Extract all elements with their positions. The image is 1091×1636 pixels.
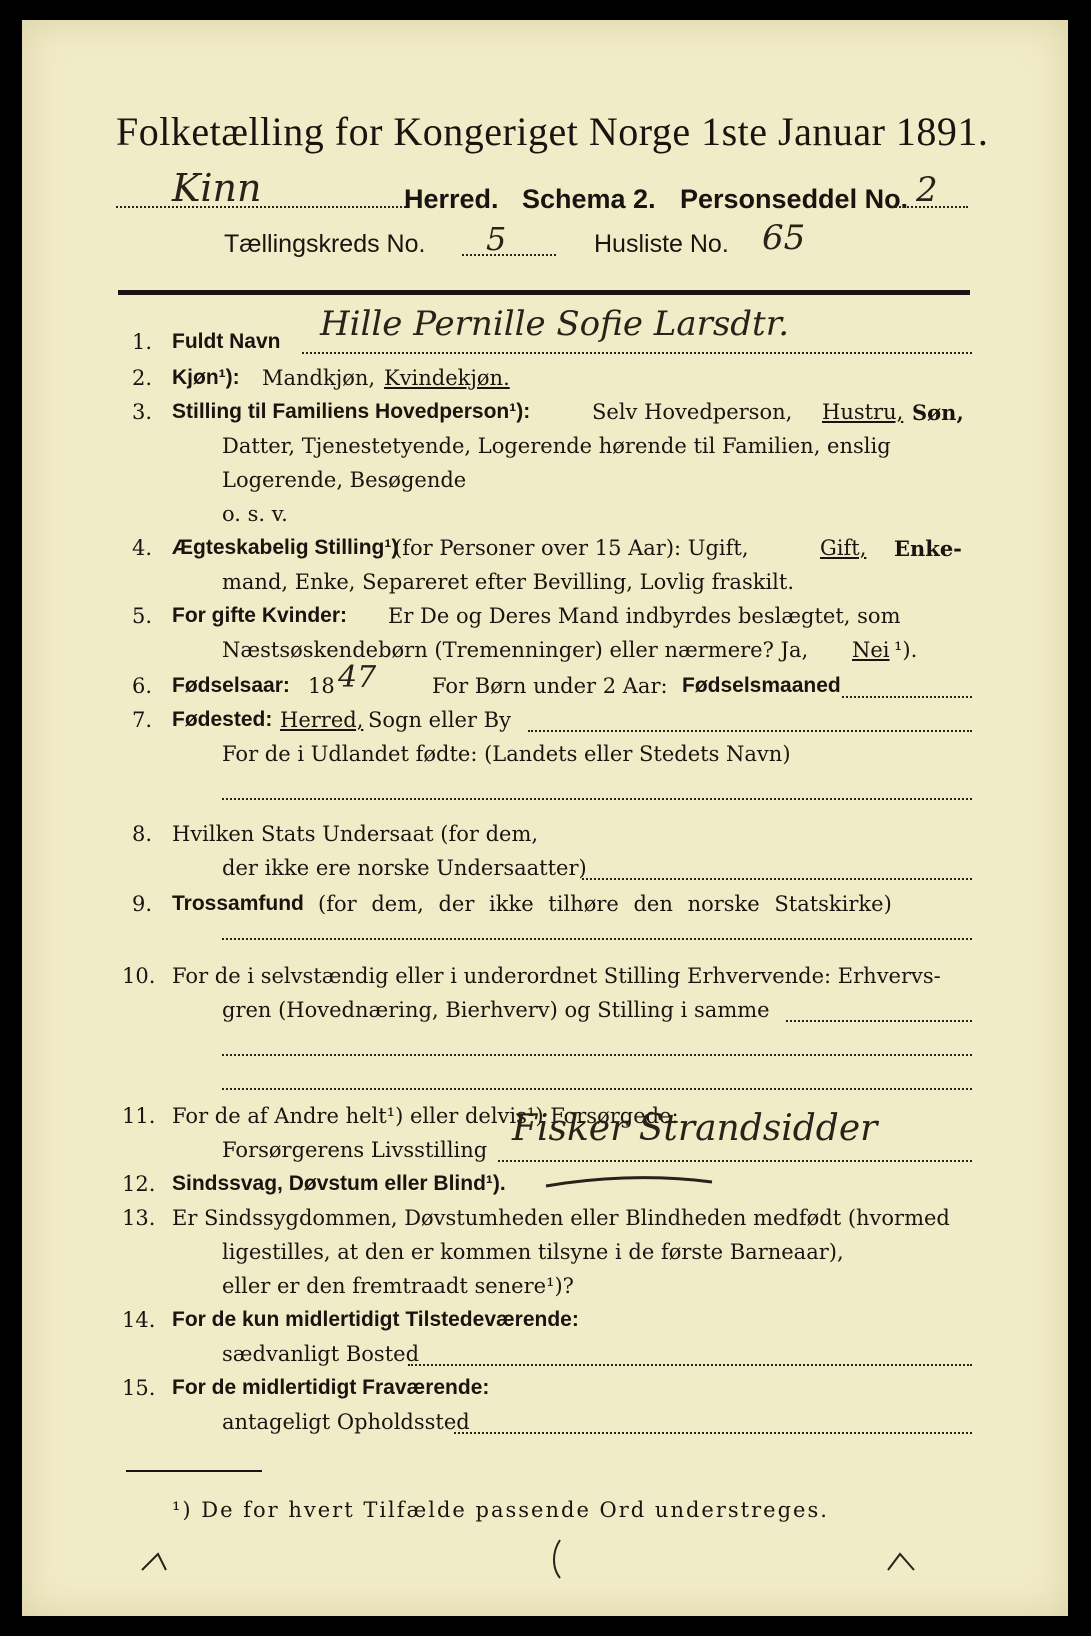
q6-year-prefix: 18 bbox=[308, 674, 335, 698]
q9-number: 9. bbox=[132, 892, 153, 916]
q9-dotted-line bbox=[222, 938, 972, 940]
q4-line2: mand, Enke, Separeret efter Bevilling, Lovlig fraskilt. bbox=[222, 570, 795, 594]
q13-line2: ligestilles, at den er kommen tilsyne i de første Barneaar), bbox=[222, 1240, 844, 1264]
q15-line1: For de midlertidigt Fraværende: bbox=[172, 1376, 490, 1399]
q8-number: 8. bbox=[132, 822, 153, 846]
q14-dotted-line bbox=[408, 1364, 972, 1366]
q6-label2: Fødselsmaaned bbox=[682, 674, 841, 697]
q1-name-value: Hille Pernille Sofie Larsdtr. bbox=[320, 304, 790, 344]
q10-line2: gren (Hovednæring, Bierhverv) og Stilling i samme bbox=[222, 998, 770, 1022]
q3-option-hustru: Hustru, bbox=[822, 400, 904, 424]
q13-number: 13. bbox=[122, 1206, 156, 1230]
q6-year-value: 47 bbox=[338, 660, 377, 695]
q10-line1: For de i selvstændig eller i underordnet Stilling Erhvervende: Erhvervs- bbox=[172, 964, 941, 988]
q5-number: 5. bbox=[132, 604, 153, 628]
q1-label: Fuldt Navn bbox=[172, 330, 281, 353]
q7-dotted-line bbox=[528, 730, 972, 732]
herred-label: Herred. bbox=[404, 184, 499, 214]
header-rule bbox=[118, 290, 970, 295]
q11-number: 11. bbox=[122, 1104, 156, 1128]
q2-number: 2. bbox=[132, 366, 153, 390]
personseddel-value: 2 bbox=[916, 170, 938, 210]
q4-option-gift: Gift, bbox=[820, 536, 867, 560]
q8-line1: Hvilken Stats Undersaat (for dem, bbox=[172, 822, 539, 846]
q12-number: 12. bbox=[122, 1172, 156, 1196]
q12-label: Sindssvag, Døvstum eller Blind¹). bbox=[172, 1172, 506, 1195]
q3-line2: Datter, Tjenestetyende, Logerende hørende til Familien, enslig bbox=[222, 434, 891, 458]
q12-pen-stroke bbox=[542, 1156, 722, 1196]
q2-option-kvindekjon: Kvindekjøn. bbox=[384, 366, 510, 390]
q4-label: Ægteskabelig Stilling¹) bbox=[172, 536, 399, 559]
q7-dotted-line2 bbox=[222, 798, 972, 800]
corner-mark-right bbox=[882, 1540, 922, 1580]
husliste-value: 65 bbox=[762, 218, 806, 258]
q6-text: For Børn under 2 Aar: bbox=[432, 674, 668, 698]
q11-line1: For de af Andre helt¹) eller delvis¹) Forsørgede: bbox=[172, 1104, 679, 1128]
q13-line3: eller er den fremtraadt senere¹)? bbox=[222, 1274, 574, 1298]
schema-label: Schema 2. bbox=[522, 184, 656, 214]
q9-label: Trossamfund bbox=[172, 892, 304, 915]
q7-text: Sogn eller By bbox=[368, 708, 511, 732]
herred-handwritten: Kinn bbox=[172, 166, 262, 210]
q14-line1: For de kun midlertidigt Tilstedeværende: bbox=[172, 1308, 579, 1331]
q4-number: 4. bbox=[132, 536, 153, 560]
q4-line1-text: (for Personer over 15 Aar): Ugift, bbox=[394, 536, 749, 560]
q3-number: 3. bbox=[132, 400, 153, 424]
q13-line1: Er Sindssygdommen, Døvstumheden eller Blindheden medfødt (hvormed bbox=[172, 1206, 950, 1230]
footnote-text: ¹) De for hvert Tilfælde passende Ord understreges. bbox=[172, 1498, 829, 1522]
q11-line2: Forsørgerens Livsstilling bbox=[222, 1138, 488, 1162]
q3-option-son: Søn, bbox=[912, 400, 964, 425]
q15-number: 15. bbox=[122, 1376, 156, 1400]
q14-number: 14. bbox=[122, 1308, 156, 1332]
q10-dotted-line3 bbox=[222, 1088, 972, 1090]
census-form-page bbox=[22, 20, 1068, 1616]
q6-number: 6. bbox=[132, 674, 153, 698]
q3-line3: Logerende, Besøgende bbox=[222, 468, 467, 492]
q3-option-selv: Selv Hovedperson, bbox=[592, 400, 793, 424]
q8-line2: der ikke ere norske Undersaatter) bbox=[222, 856, 587, 880]
corner-mark-left bbox=[136, 1540, 176, 1580]
husliste-label: Husliste No. bbox=[594, 230, 729, 258]
q2-label: Kjøn¹): bbox=[172, 366, 240, 389]
q10-dotted-line bbox=[786, 1020, 972, 1022]
q6-label: Fødselsaar: bbox=[172, 674, 290, 697]
q7-label: Fødested: bbox=[172, 708, 273, 731]
kreds-dotted-line bbox=[462, 254, 556, 256]
form-title: Folketælling for Kongeriget Norge 1ste Januar 1891. bbox=[116, 109, 989, 154]
q5-footnote-mark: ¹). bbox=[894, 638, 918, 662]
q15-line2: antageligt Opholdssted bbox=[222, 1410, 470, 1434]
q9-text: (for dem, der ikke tilhøre den norske Statskirke) bbox=[318, 892, 892, 916]
q4-option-enke: Enke- bbox=[894, 536, 962, 561]
q10-number: 10. bbox=[122, 964, 156, 988]
q15-dotted-line bbox=[454, 1432, 972, 1434]
personseddel-label: Personseddel No. bbox=[680, 184, 909, 214]
q5-option-nei: Nei bbox=[852, 638, 890, 662]
q6-dotted-line bbox=[842, 696, 972, 698]
q5-line2-text: Næstsøskendebørn (Tremenninger) eller nærmere? Ja, bbox=[222, 638, 809, 662]
q11-livsstilling-value: Fisker Strandsidder bbox=[512, 1108, 878, 1149]
q1-number: 1. bbox=[132, 330, 153, 354]
kreds-label: Tællingskreds No. bbox=[224, 230, 426, 258]
q14-line2: sædvanligt Bosted bbox=[222, 1342, 420, 1366]
q7-number: 7. bbox=[132, 708, 153, 732]
q2-option-mandkjon: Mandkjøn, bbox=[262, 366, 376, 390]
q10-dotted-line2 bbox=[222, 1054, 972, 1056]
q5-label: For gifte Kvinder: bbox=[172, 604, 348, 627]
center-mark bbox=[542, 1534, 572, 1584]
q3-label: Stilling til Familiens Hovedperson¹): bbox=[172, 400, 531, 423]
q7-option-herred: Herred, bbox=[280, 708, 364, 732]
q7-line2: For de i Udlandet fødte: (Landets eller Stedets Navn) bbox=[222, 742, 791, 766]
footnote-rule bbox=[126, 1470, 262, 1472]
q1-dotted-line bbox=[302, 352, 972, 354]
kreds-value: 5 bbox=[486, 220, 507, 258]
q3-line4: o. s. v. bbox=[222, 502, 288, 526]
q5-line1: Er De og Deres Mand indbyrdes beslægtet, som bbox=[388, 604, 901, 628]
q8-dotted-line bbox=[582, 878, 972, 880]
